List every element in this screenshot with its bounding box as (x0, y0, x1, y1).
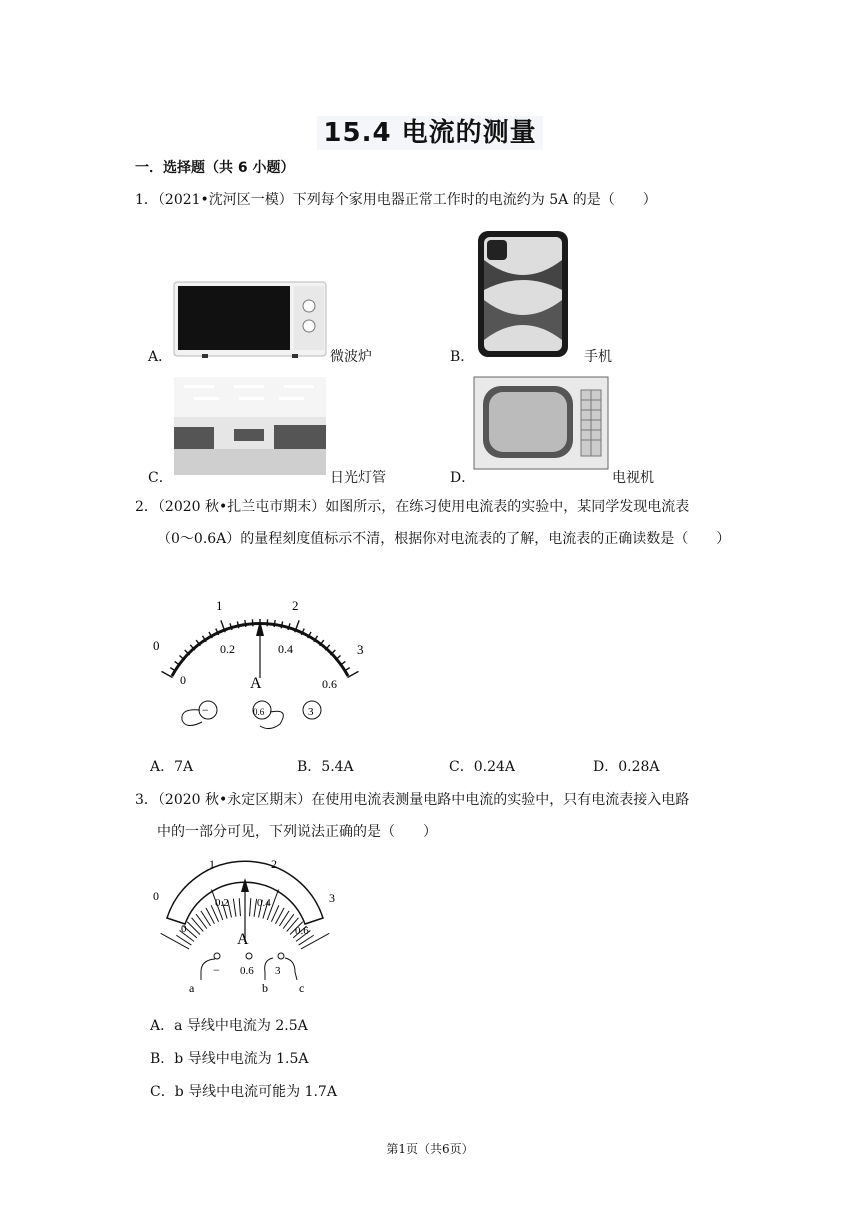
fluorescent-lamp-icon (174, 377, 326, 475)
scale-lower-2: 0.4 (257, 897, 271, 909)
scale-lower-3: 0.6 (322, 677, 337, 691)
terminal-negative: − (202, 703, 209, 717)
scale-lower-3: 0.6 (295, 925, 309, 937)
phone-icon (477, 230, 569, 358)
scale-tick (239, 898, 240, 916)
scale-upper-1: 1 (216, 598, 223, 613)
option-c-label: 日光灯管 (330, 470, 386, 486)
option-d-letter: D． (450, 470, 476, 486)
scale-tick (250, 898, 251, 916)
microwave-icon (172, 280, 328, 360)
ammeter-figure-q2 (140, 590, 380, 740)
question-3-line1: 3．（2020 秋•永定区期末）在使用电流表测量电路中电流的实验中，只有电流表接入电路 (135, 792, 690, 808)
wire-b (265, 958, 273, 980)
scale-tick (196, 914, 207, 928)
option-d-label: 电视机 (612, 470, 654, 486)
wire-label-a: a (189, 981, 195, 995)
q3-option-a: A．a 导线中电流为 2.5A (150, 1018, 308, 1034)
scale-lower-0: 0 (180, 673, 186, 687)
q2-option-c: C．0.24A (449, 759, 515, 775)
scale-lower-1: 0.2 (215, 897, 229, 909)
q2-option-d: D．0.28A (593, 759, 660, 775)
scale-upper-2: 2 (271, 857, 277, 871)
scale-upper-3: 3 (357, 642, 364, 657)
scale-tick (187, 922, 200, 935)
meter-unit: A (237, 931, 249, 948)
meter-unit: A (250, 675, 262, 692)
scale-tick (347, 671, 358, 677)
terminal-0-6: 0.6 (253, 707, 265, 717)
scale-lower-0: 0 (181, 923, 187, 935)
scale-tick (192, 918, 204, 932)
ammeter-figure-q3 (145, 852, 345, 1000)
option-b-label: 手机 (584, 349, 612, 365)
question-1-text: 1．（2021•沈河区一模）下列每个家用电器正常工作时的电流约为 5A 的是（ ） (135, 192, 657, 208)
page-footer: 第1页（共6页） (386, 1142, 474, 1156)
option-a-label: 微波炉 (330, 349, 372, 365)
scale-lower-2: 0.4 (278, 642, 293, 656)
scale-upper-1: 1 (209, 857, 215, 871)
q2-option-a: A．7A (150, 759, 194, 775)
scale-tick (162, 671, 173, 677)
option-a-letter: A． (148, 349, 173, 365)
scale-upper-3: 3 (329, 891, 335, 905)
q3-option-c: C．b 导线中电流可能为 1.7A (150, 1084, 337, 1100)
scale-upper-0: 0 (153, 638, 160, 653)
page-title: 15.4 电流的测量 (0, 112, 860, 149)
section-heading: 一．选择题（共 6 小题） (135, 160, 295, 176)
scale-tick (233, 899, 236, 917)
question-3-line2: 中的一部分可见，下列说法正确的是（ ） (157, 824, 437, 840)
scale-tick (283, 914, 294, 928)
option-b-letter: B． (450, 349, 475, 365)
q2-option-b: B．5.4A (297, 759, 354, 775)
wire-label-b: b (262, 981, 268, 995)
option-c-letter: C． (148, 470, 173, 486)
scale-lower-1: 0.2 (220, 642, 235, 656)
terminal-3: 3 (275, 965, 281, 977)
television-icon (473, 376, 609, 472)
scale-upper-0: 0 (153, 889, 159, 903)
terminal-0-6: 0.6 (240, 965, 254, 977)
scale-upper-2: 2 (292, 598, 299, 613)
terminal-negative: − (213, 963, 220, 977)
question-2-line1: 2．（2020 秋•扎兰屯市期末）如图所示，在练习使用电流表的实验中，某同学发现电流表 (135, 499, 690, 515)
wire-label-c: c (299, 981, 305, 995)
terminal-3: 3 (308, 706, 314, 718)
question-2-line2: （0～0.6A）的量程刻度值标示不清，根据你对电流表的了解，电流表的正确读数是（ ） (157, 531, 731, 547)
wire-c (285, 958, 297, 980)
q3-option-b: B．b 导线中电流为 1.5A (150, 1051, 309, 1067)
